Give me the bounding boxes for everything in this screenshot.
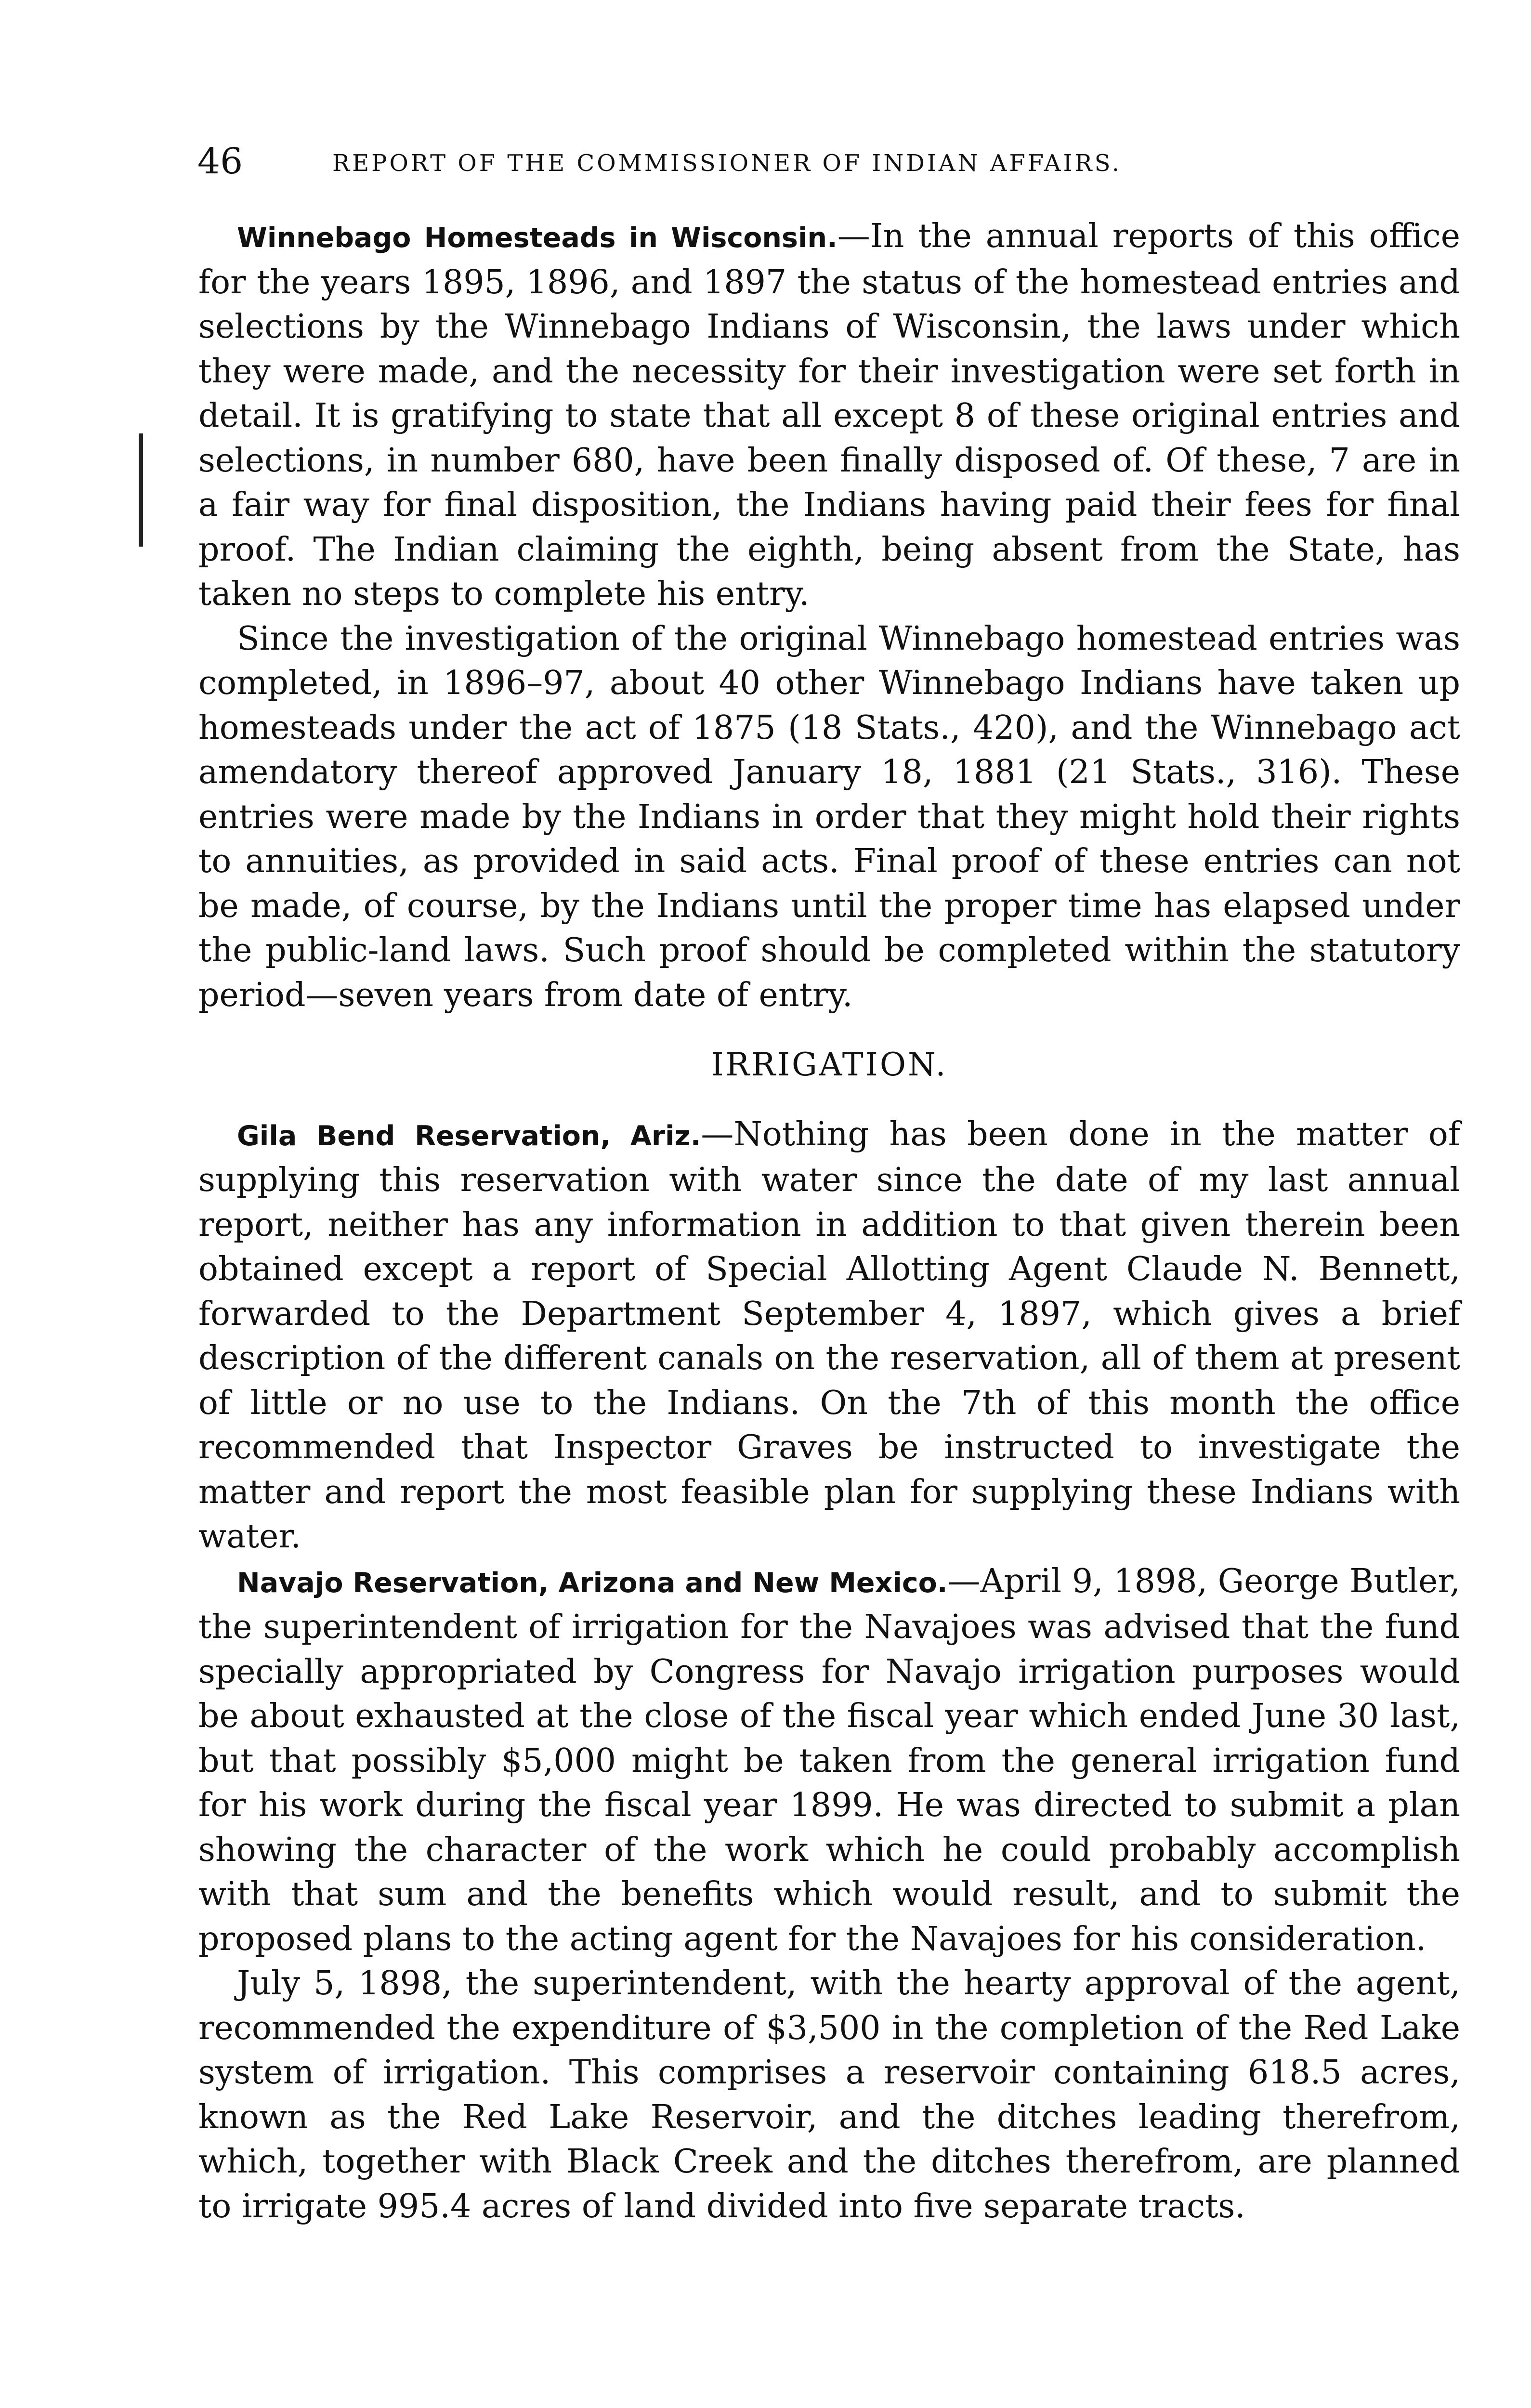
- paragraph-lead: Winnebago Homesteads in Wisconsin.: [237, 222, 837, 254]
- body-text: [198, 214, 1460, 2229]
- running-title: REPORT OF THE COMMISSIONER OF INDIAN AFFAIRS.: [332, 150, 1122, 177]
- section-heading-irrigation: IRRIGATION.: [711, 1046, 948, 1083]
- paragraph-gila-bend: [198, 1112, 1460, 1559]
- paragraph-navajo-reservation: [198, 1559, 1460, 1962]
- paragraph-text: —Nothing has been done in the matter of supplying this reservation with water since the date of my last annual report, neither has any information in addition to that given therein been obtained except a report of Special Allotting Agent Claude N. Bennett, forwarded to the Department September 4, 1897, which gives a brief description of the different canals on the reservation, all of them at present of little or no use to the Indians. On the 7th of this month the office recommended that Inspector Graves be instructed to investigate the matter and report the most feasible plan for supplying these Indians with water.: [198, 1115, 1461, 1556]
- paragraph-winnebago-homesteads: [198, 214, 1460, 617]
- paragraph-text: Since the investigation of the original Winnebago homestead entries was completed, in 1896–97, about 40 other Winnebago Indians have taken up homesteads under the act of 1875 (18 Stats., 420), and the Winnebago act amendatory thereof approved January 18, 1881 (21 Stats., 316). These entries were made by the Indians in order that they might hold their rights to annuities, as provided in said acts. Final proof of these entries can not be made, of course, by the Indians until the proper time has elapsed under the public-land laws. Such proof should be completed within the statutory period—seven years from date of entry.: [198, 619, 1460, 1014]
- paragraph-text: —In the annual reports of this office for the years 1895, 1896, and 1897 the status of the homestead entries and selections by the Winnebago Indians of Wisconsin, the laws under which they were made, and the necessity for their investigation were set forth in detail. It is gratifying to state that all except 8 of these original entries and selections, in number 680, have been finally disposed of. Of these, 7 are in a fair way for final disposition, the Indians having paid their fees for final proof. The Indian claiming the eighth, being absent from the State, has taken no steps to complete his entry.: [198, 217, 1460, 613]
- paragraph-text: July 5, 1898, the superintendent, with the hearty approval of the agent, recommended the expenditure of $3,500 in the completion of the Red Lake system of irrigation. This comprises a reservoir containing 618.5 acres, known as the Red Lake Reservoir, and the ditches leading therefrom, which, together with Black Creek and the ditches therefrom, are planned to irrigate 995.4 acres of land divided into five separate tracts.: [198, 1964, 1460, 2225]
- paragraph-text: —April 9, 1898, George Butler, the superintendent of irrigation for the Navajoes was advised that the fund specially appropriated by Congress for Navajo irrigation purposes would be about exhausted at the close of the fiscal year which ended June 30 last, but that possibly $5,000 might be taken from the general irrigation fund for his work during the fiscal year 1899. He was directed to submit a plan showing the character of the work which he could probably accomplish with that sum and the benefits which would result, and to submit the proposed plans to the acting agent for the Navajoes for his consideration.: [198, 1562, 1460, 1958]
- page-header: [197, 137, 1329, 195]
- paragraph-winnebago-later-entries: [198, 617, 1460, 1018]
- page-number: 46: [197, 141, 243, 182]
- paragraph-red-lake-system: [198, 1962, 1460, 2229]
- margin-mark: [139, 433, 143, 547]
- paragraph-lead: Navajo Reservation, Arizona and New Mexico.: [237, 1567, 948, 1599]
- paragraph-lead: Gila Bend Reservation, Ariz.: [237, 1120, 701, 1152]
